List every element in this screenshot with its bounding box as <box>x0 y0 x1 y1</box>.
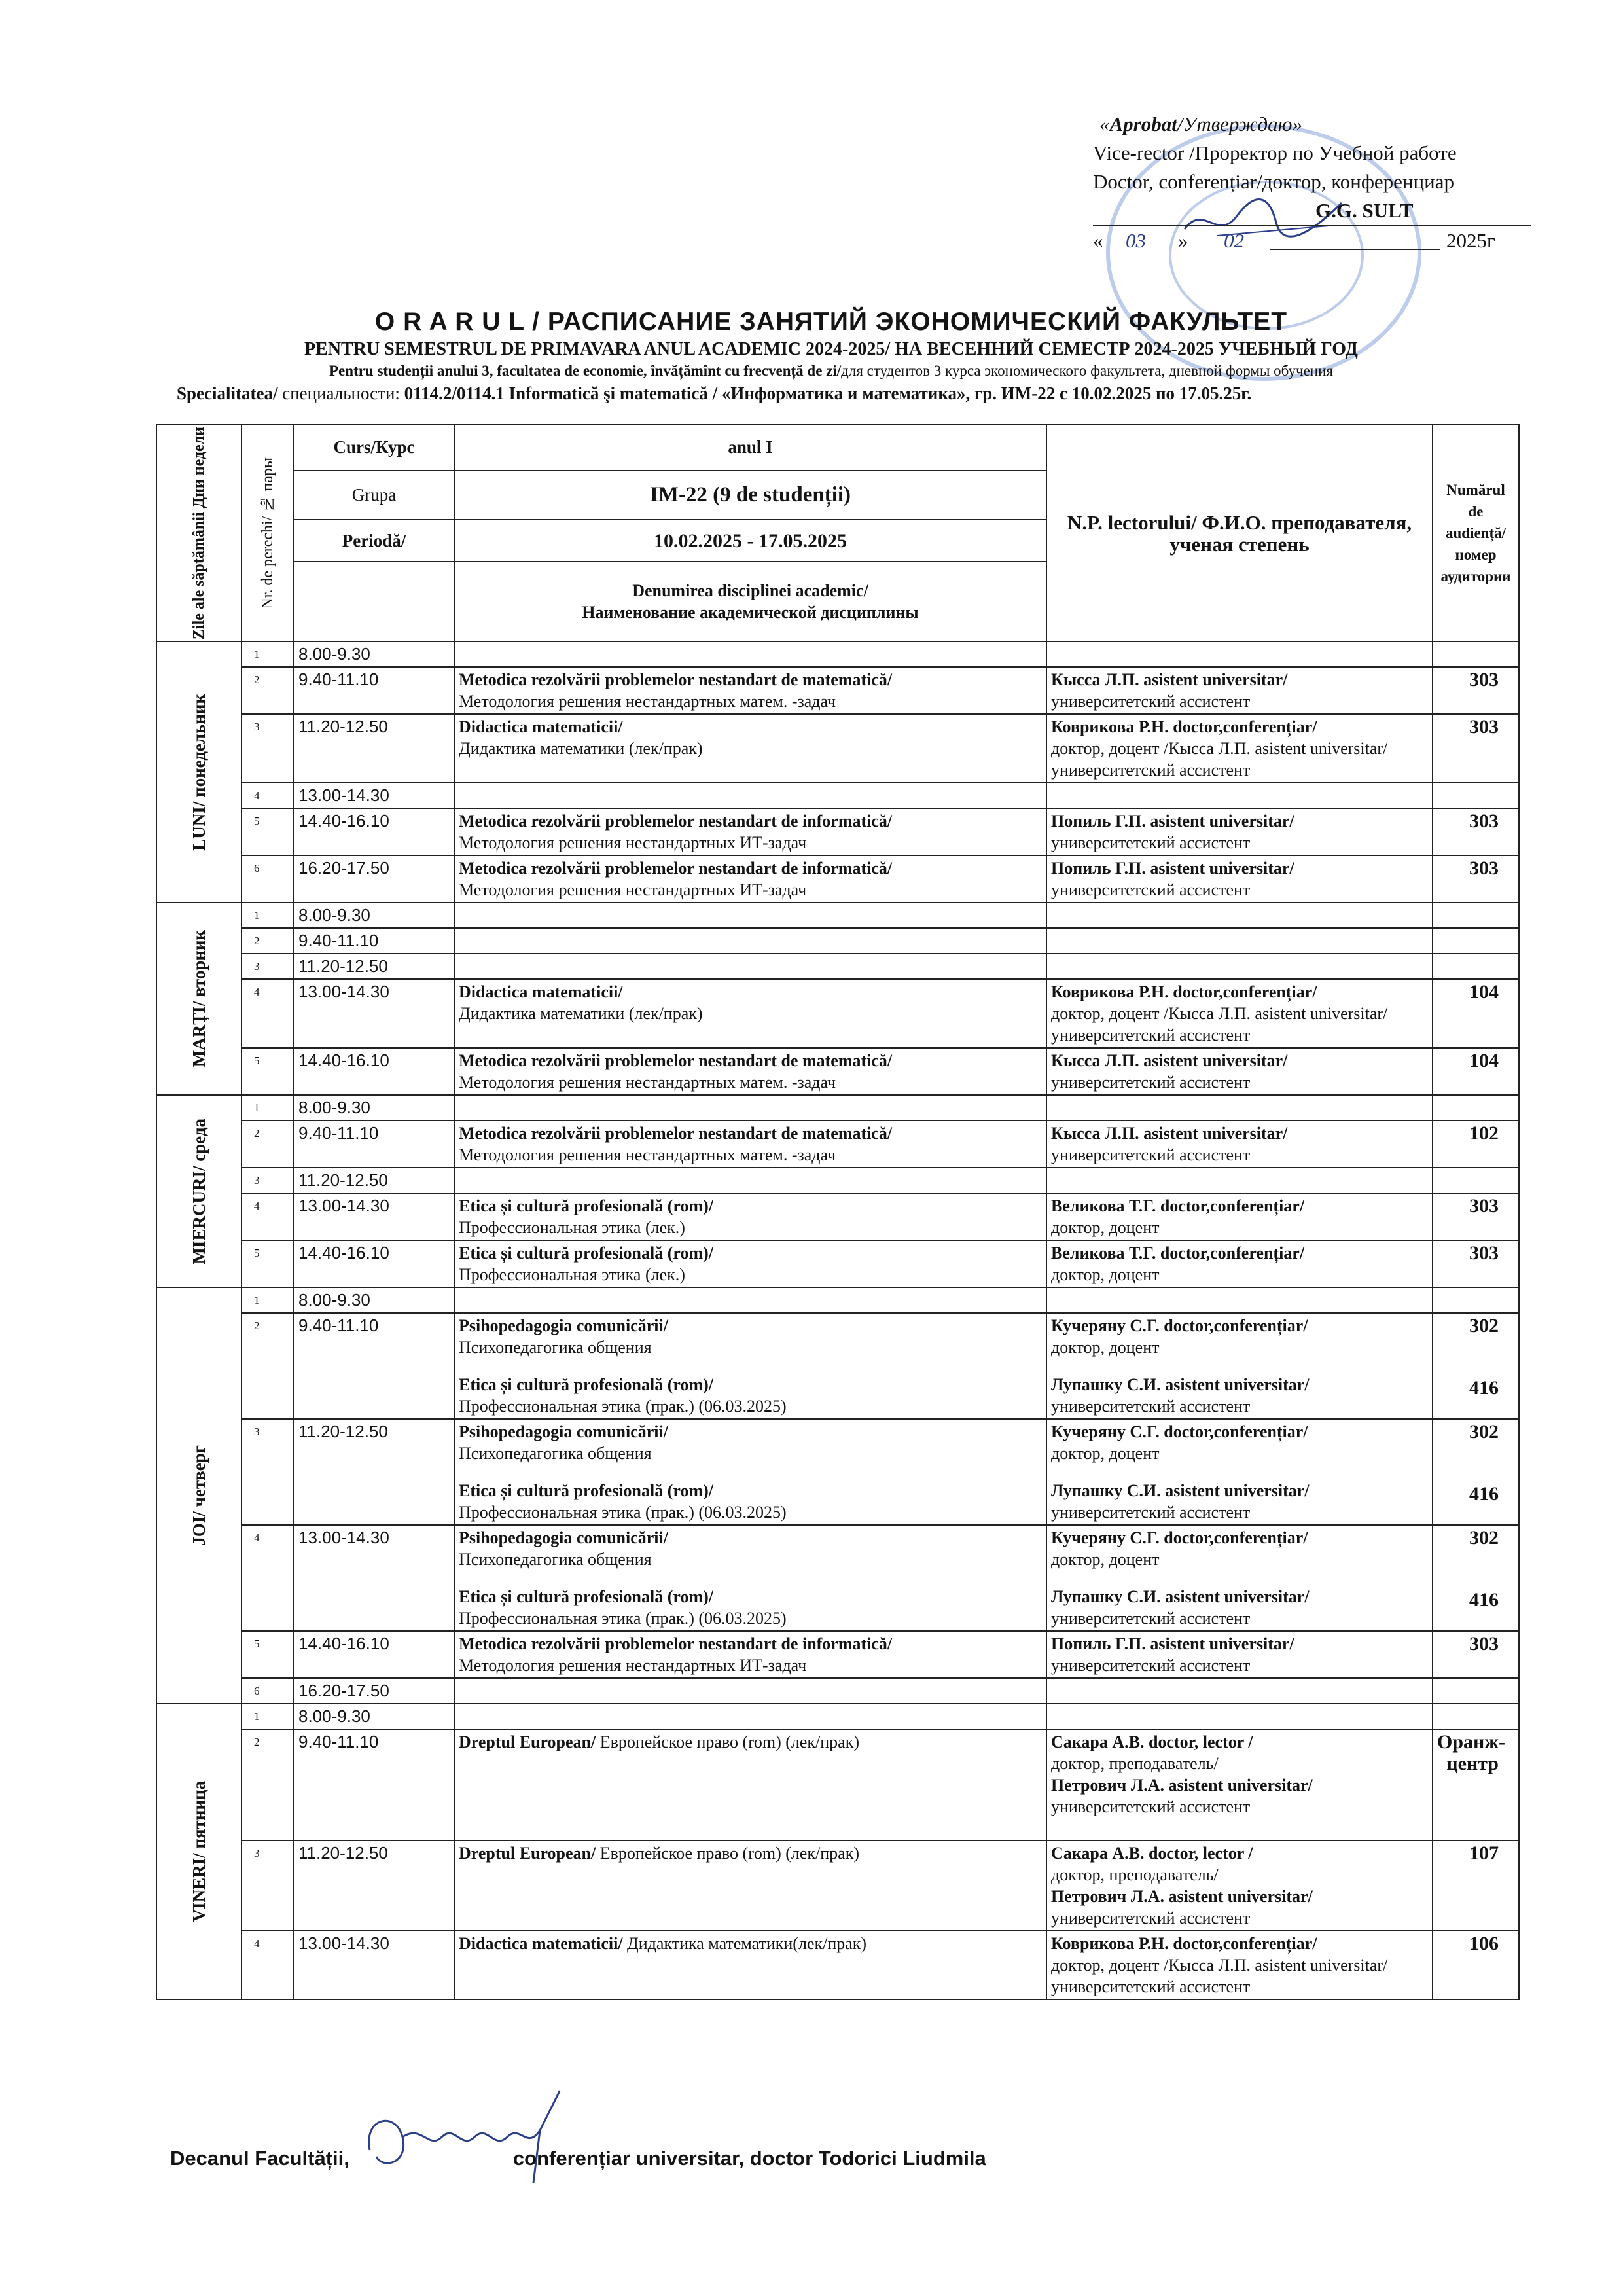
pair-number-column-header: Nr. de perechi/ № пары <box>241 425 294 641</box>
schedule-row <box>156 1840 1519 1931</box>
discipline-cell <box>454 783 1046 808</box>
teacher-cell <box>1046 1168 1433 1193</box>
discipline-name-ru: Профессиональная этика (лек.) <box>459 1265 685 1285</box>
discipline-name-ro: Didactica matematicii/ <box>459 717 623 737</box>
time-slot: 16.20-17.50 <box>294 1678 454 1704</box>
teacher-degree: университетский ассистент <box>1051 1145 1251 1165</box>
discipline-name-ro: Dreptul European/ <box>459 1732 596 1752</box>
discipline-name-ro: Etica și cultură profesională (rom)/ <box>459 1587 714 1607</box>
time-slot: 8.00-9.30 <box>294 1704 454 1729</box>
discipline-cell <box>454 1840 1046 1931</box>
curs-label: Curs/Курс <box>294 425 454 471</box>
teacher-name: Лупашку С.И. asistent universitar/ <box>1051 1481 1310 1501</box>
schedule-table <box>156 424 1520 2000</box>
discipline-name-ru: Дидактика математики (лек/прак) <box>459 739 703 759</box>
schedule-row <box>156 979 1519 1048</box>
discipline-cell <box>454 979 1046 1048</box>
teacher-degree: доктор, доцент <box>1051 1550 1160 1570</box>
pair-number: 3 <box>241 954 294 979</box>
discipline-name-ru: Дидактика математики (лек/прак) <box>459 1004 703 1024</box>
teacher-degree: университетский ассистент <box>1051 1609 1251 1628</box>
dean-signature <box>357 2078 573 2189</box>
schedule-row <box>156 808 1519 855</box>
discipline-cell <box>454 1931 1046 2000</box>
discipline-name-ru: Европейское право (rom) (лек/прак) <box>596 1732 860 1752</box>
pair-number: 6 <box>241 1678 294 1704</box>
time-slot: 8.00-9.30 <box>294 641 454 667</box>
discipline-name-ru: Методология решения нестандартных матем. -задач <box>459 1073 836 1092</box>
teacher-name: Великова Т.Г. doctor,conferențiar/ <box>1051 1196 1305 1216</box>
schedule-row <box>156 1704 1519 1729</box>
discipline-name-ro: Metodica rezolvării problemelor nestandart de matematică/ <box>459 1124 893 1143</box>
schedule-row <box>156 903 1519 928</box>
discipline-name-ru: Профессиональная этика (прак.) (06.03.2025) <box>459 1609 787 1628</box>
discipline-cell <box>454 954 1046 979</box>
room-cell <box>1433 1193 1519 1240</box>
pair-number: 4 <box>241 783 294 808</box>
time-slot: 11.20-12.50 <box>294 954 454 979</box>
teacher-cell <box>1046 903 1433 928</box>
room-cell <box>1433 1240 1519 1287</box>
discipline-name-ro: Dreptul European/ <box>459 1844 596 1863</box>
room-cell <box>1433 1525 1519 1631</box>
discipline-cell <box>454 1121 1046 1168</box>
teacher-degree: университетский ассистент <box>1051 692 1251 711</box>
discipline-cell <box>454 1095 1046 1121</box>
pair-number: 6 <box>241 855 294 903</box>
teacher-name: Коврикова Р.Н. doctor,conferențiar/ <box>1051 717 1317 737</box>
room-cell <box>1433 903 1519 928</box>
discipline-cell <box>454 855 1046 903</box>
room-number: 104 <box>1469 1050 1499 1072</box>
discipline-cell <box>454 1240 1046 1287</box>
teacher-degree: университетский ассистент <box>1051 1073 1251 1092</box>
discipline-name-ru: Методология решения нестандартных ИТ-задач <box>459 880 807 900</box>
teacher-degree: доктор, доцент <box>1051 1444 1160 1463</box>
teacher-cell <box>1046 1048 1433 1095</box>
discipline-name-ro: Metodica rezolvării problemelor nestandart de informatică/ <box>459 859 893 878</box>
room-cell <box>1433 808 1519 855</box>
room-cell <box>1433 1048 1519 1095</box>
days-column-header: Zile ale săptămânii Дни недели <box>156 425 241 641</box>
room-cell <box>1433 1121 1519 1168</box>
pair-number: 5 <box>241 1240 294 1287</box>
room-cell <box>1433 1840 1519 1931</box>
room-number: 303 <box>1469 857 1499 880</box>
schedule-row <box>156 1729 1519 1840</box>
teacher-name: Лупашку С.И. asistent universitar/ <box>1051 1375 1310 1395</box>
pair-number: 1 <box>241 1704 294 1729</box>
teacher-name: Попиль Г.П. asistent universitar/ <box>1051 1634 1294 1654</box>
discipline-name-ro: Psihopedagogia comunicării/ <box>459 1528 668 1548</box>
room-number: 107 <box>1469 1842 1499 1865</box>
room-number: 303 <box>1469 1195 1499 1217</box>
discipline-name-ru: Психопедагогика общения <box>459 1444 652 1463</box>
pair-number: 2 <box>241 667 294 714</box>
room-number: 416 <box>1469 1589 1499 1611</box>
teacher-name: Попиль Г.П. asistent universitar/ <box>1051 812 1294 831</box>
pair-number: 5 <box>241 1048 294 1095</box>
teacher-degree: доктор, преподаватель/ <box>1051 1754 1219 1774</box>
room-number: 106 <box>1469 1933 1499 1955</box>
schedule-row <box>156 667 1519 714</box>
day-cell: MIERCURI/ среда <box>156 1095 241 1287</box>
room-cell <box>1433 928 1519 954</box>
discipline-name-ro: Metodica rezolvării problemelor nestandart de informatică/ <box>459 812 893 831</box>
day-cell: MARȚI/ вторник <box>156 903 241 1095</box>
approval-position: Vice-rector /Проректор по Учебной работе <box>1093 141 1457 164</box>
dean-signature-line: Decanul Facultății, conferențiar universitar, doctor Todorici Liudmila <box>170 2147 986 2170</box>
time-slot: 9.40-11.10 <box>294 1313 454 1419</box>
discipline-cell <box>454 1287 1046 1313</box>
room-number: 303 <box>1469 1242 1499 1265</box>
teacher-cell <box>1046 714 1433 783</box>
teacher-cell <box>1046 1678 1433 1704</box>
room-number: 102 <box>1469 1122 1499 1145</box>
teacher-name: Попиль Г.П. asistent universitar/ <box>1051 859 1294 878</box>
time-slot: 13.00-14.30 <box>294 1525 454 1631</box>
discipline-name-ru: Профессиональная этика (лек.) <box>459 1218 685 1238</box>
room-number: 104 <box>1469 981 1499 1003</box>
discipline-cell <box>454 808 1046 855</box>
schedule-row <box>156 1240 1519 1287</box>
schedule-row <box>156 714 1519 783</box>
teacher-degree: доктор, доцент /Кысса Л.П. asistent universitar/университетский ассистент <box>1051 739 1388 780</box>
pair-number: 1 <box>241 1095 294 1121</box>
teacher-degree: доктор, доцент <box>1051 1265 1160 1285</box>
discipline-name-ru: Психопедагогика общения <box>459 1550 652 1570</box>
teacher-cell <box>1046 641 1433 667</box>
discipline-cell <box>454 714 1046 783</box>
room-cell <box>1433 1287 1519 1313</box>
room-cell <box>1433 783 1519 808</box>
pair-number: 2 <box>241 1121 294 1168</box>
schedule-row <box>156 1095 1519 1121</box>
discipline-cell <box>454 1193 1046 1240</box>
room-cell <box>1433 1095 1519 1121</box>
teacher-name: Кысса Л.П. asistent universitar/ <box>1051 1124 1288 1143</box>
teacher-degree: университетский ассистент <box>1051 1909 1251 1928</box>
pair-number: 5 <box>241 1631 294 1678</box>
discipline-column-header: Denumirea disciplinei academic/ Наименование академической дисциплины <box>454 562 1046 641</box>
discipline-cell <box>454 1704 1046 1729</box>
teacher-name: Кысса Л.П. asistent universitar/ <box>1051 1051 1288 1071</box>
pair-number: 3 <box>241 1168 294 1193</box>
discipline-name-ru: Психопедагогика общения <box>459 1338 652 1357</box>
teacher-cell <box>1046 1193 1433 1240</box>
teacher-name: Петрович Л.А. asistent universitar/ <box>1051 1776 1313 1795</box>
discipline-cell <box>454 1729 1046 1840</box>
schedule-row <box>156 1631 1519 1678</box>
schedule-row <box>156 855 1519 903</box>
teacher-cell <box>1046 928 1433 954</box>
schedule-row <box>156 1168 1519 1193</box>
discipline-name-ru: Профессиональная этика (прак.) (06.03.2025) <box>459 1503 787 1522</box>
room-cell <box>1433 954 1519 979</box>
perioada-value: 10.02.2025 - 17.05.2025 <box>454 520 1046 562</box>
teacher-name: Кучеряну С.Г. doctor,conferențiar/ <box>1051 1528 1308 1548</box>
discipline-name-ro: Didactica matematicii/ <box>459 1934 623 1954</box>
room-number: 302 <box>1469 1527 1499 1549</box>
time-slot: 11.20-12.50 <box>294 1840 454 1931</box>
discipline-cell <box>454 1168 1046 1193</box>
teacher-degree: университетский ассистент <box>1051 1656 1251 1676</box>
pair-number: 4 <box>241 1931 294 2000</box>
room-number: 416 <box>1469 1377 1499 1399</box>
teacher-cell <box>1046 1095 1433 1121</box>
discipline-name-ro: Etica și cultură profesională (rom)/ <box>459 1196 714 1216</box>
discipline-cell <box>454 1525 1046 1631</box>
teacher-name: Кучеряну С.Г. doctor,conferențiar/ <box>1051 1316 1308 1336</box>
teacher-degree: доктор, преподаватель/ <box>1051 1865 1219 1885</box>
teacher-degree: университетский ассистент <box>1051 1503 1251 1522</box>
room-cell <box>1433 1168 1519 1193</box>
room-cell <box>1433 979 1519 1048</box>
room-cell <box>1433 1729 1519 1840</box>
document-header <box>157 308 1505 404</box>
teacher-degree: доктор, доцент /Кысса Л.П. asistent universitar/университетский ассистент <box>1051 1004 1388 1045</box>
teacher-cell <box>1046 1240 1433 1287</box>
teacher-name: Сакара А.В. doctor, lector / <box>1051 1844 1253 1863</box>
time-slot: 8.00-9.30 <box>294 1095 454 1121</box>
discipline-cell <box>454 1419 1046 1525</box>
teacher-cell <box>1046 667 1433 714</box>
day-cell: LUNI/ понедельник <box>156 641 241 903</box>
teacher-degree: доктор, доцент <box>1051 1218 1160 1238</box>
teacher-cell <box>1046 1704 1433 1729</box>
schedule-row <box>156 954 1519 979</box>
grupa-value: IM-22 (9 de studenții) <box>454 471 1046 520</box>
teacher-name: Сакара А.В. doctor, lector / <box>1051 1732 1253 1752</box>
discipline-name-ru: Методология решения нестандартных матем. -задач <box>459 692 836 711</box>
schedule-row <box>156 1121 1519 1168</box>
pair-number: 2 <box>241 1313 294 1419</box>
time-slot: 9.40-11.10 <box>294 928 454 954</box>
schedule-row <box>156 1313 1519 1419</box>
discipline-cell <box>454 903 1046 928</box>
time-slot: 9.40-11.10 <box>294 1729 454 1840</box>
schedule-row <box>156 1931 1519 2000</box>
discipline-name-ro: Psihopedagogia comunicării/ <box>459 1316 668 1336</box>
discipline-name-ro: Etica și cultură profesională (rom)/ <box>459 1244 714 1263</box>
discipline-name-ro: Etica și cultură profesională (rom)/ <box>459 1375 714 1395</box>
discipline-name-ru: Профессиональная этика (прак.) (06.03.2025) <box>459 1397 787 1416</box>
discipline-name-ru: Европейское право (rom) (лек/прак) <box>596 1844 860 1863</box>
teacher-cell <box>1046 783 1433 808</box>
room-cell <box>1433 855 1519 903</box>
schedule-row <box>156 783 1519 808</box>
room-cell <box>1433 641 1519 667</box>
time-slot: 11.20-12.50 <box>294 714 454 783</box>
room-cell <box>1433 1419 1519 1525</box>
teacher-name: Коврикова Р.Н. doctor,conferențiar/ <box>1051 1934 1317 1954</box>
discipline-name-ro: Metodica rezolvării problemelor nestandart de matematică/ <box>459 1051 893 1071</box>
approval-degree: Doctor, conferențiar/доктор, конференциар <box>1093 170 1454 193</box>
teacher-cell <box>1046 1631 1433 1678</box>
schedule-row <box>156 928 1519 954</box>
teacher-degree: доктор, доцент <box>1051 1338 1160 1357</box>
teacher-name: Лупашку С.И. asistent universitar/ <box>1051 1587 1310 1607</box>
teacher-cell <box>1046 1313 1433 1419</box>
time-slot: 14.40-16.10 <box>294 1631 454 1678</box>
discipline-cell <box>454 667 1046 714</box>
discipline-name-ro: Didactica matematicii/ <box>459 982 623 1002</box>
room-number: 303 <box>1469 716 1499 738</box>
room-cell <box>1433 714 1519 783</box>
approval-name: G.G. SULT <box>1093 196 1531 226</box>
time-slot: 14.40-16.10 <box>294 1048 454 1095</box>
page-title: O R A R U L / РАСПИСАНИЕ ЗАНЯТИЙ ЭКОНОМИЧЕСКИЙ ФАКУЛЬТЕТ <box>374 308 1288 336</box>
pair-number: 4 <box>241 979 294 1048</box>
time-slot: 16.20-17.50 <box>294 855 454 903</box>
teacher-cell <box>1046 979 1433 1048</box>
semester-subtitle: PENTRU SEMESTRUL DE PRIMAVARA ANUL ACADEMIC 2024-2025/ НА ВЕСЕННИЙ СЕМЕСТР 2024-2025 УЧЕБНЫЙ ГОД <box>304 339 1358 359</box>
teacher-cell <box>1046 855 1433 903</box>
room-number: 303 <box>1469 810 1499 833</box>
teacher-name: Кысса Л.П. asistent universitar/ <box>1051 670 1288 690</box>
teacher-cell <box>1046 1121 1433 1168</box>
pair-number: 4 <box>241 1193 294 1240</box>
discipline-name-ru: Методология решения нестандартных ИТ-задач <box>459 1656 807 1676</box>
time-slot: 11.20-12.50 <box>294 1419 454 1525</box>
discipline-name-ro: Etica și cultură profesională (rom)/ <box>459 1481 714 1501</box>
schedule-row <box>156 1419 1519 1525</box>
time-slot: 8.00-9.30 <box>294 903 454 928</box>
discipline-cell <box>454 1678 1046 1704</box>
teacher-cell <box>1046 1729 1433 1840</box>
time-slot: 13.00-14.30 <box>294 979 454 1048</box>
pair-number: 1 <box>241 641 294 667</box>
approval-block: «Aprobat/Утверждаю» Vice-rector /Проректор по Учебной работе Doctor, conferențiar/доктор, конференциар G.G. SULT « 03 » 02 2025г <box>1093 110 1551 255</box>
teacher-degree: университетский ассистент <box>1051 1397 1251 1416</box>
teacher-column-header: N.P. lectorului/ Ф.И.О. преподавателя, ученая степень <box>1046 425 1433 641</box>
teacher-cell <box>1046 954 1433 979</box>
schedule-row <box>156 1678 1519 1704</box>
time-slot: 9.40-11.10 <box>294 1121 454 1168</box>
time-slot: 13.00-14.30 <box>294 1193 454 1240</box>
room-number: Оранж-центр <box>1437 1731 1506 1775</box>
time-slot: 14.40-16.10 <box>294 1240 454 1287</box>
schedule-row <box>156 1287 1519 1313</box>
room-number: 416 <box>1469 1483 1499 1505</box>
teacher-cell <box>1046 1287 1433 1313</box>
room-number: 302 <box>1469 1421 1499 1443</box>
teacher-degree: доктор, доцент /Кысса Л.П. asistent universitar/университетский ассистент <box>1051 1956 1388 1997</box>
pair-number: 3 <box>241 1840 294 1931</box>
teacher-degree: университетский ассистент <box>1051 1797 1251 1817</box>
schedule-row <box>156 1525 1519 1631</box>
room-cell <box>1433 1704 1519 1729</box>
room-number: 302 <box>1469 1315 1499 1337</box>
discipline-name-ru: Методология решения нестандартных матем. -задач <box>459 1145 836 1165</box>
discipline-cell <box>454 641 1046 667</box>
teacher-cell <box>1046 808 1433 855</box>
teacher-degree: университетский ассистент <box>1051 833 1251 853</box>
students-line: Pentru studenții anului 3, facultatea de economie, învățămînt cu frecvență de zi/для студентов 3 курса экономического факультета, дневной формы обучения <box>329 363 1333 379</box>
time-slot: 8.00-9.30 <box>294 1287 454 1313</box>
schedule-row <box>156 1048 1519 1095</box>
time-slot: 9.40-11.10 <box>294 667 454 714</box>
schedule-row <box>156 1193 1519 1240</box>
discipline-name-ro: Metodica rezolvării problemelor nestandart de matematică/ <box>459 670 893 690</box>
room-cell <box>1433 1631 1519 1678</box>
pair-number: 2 <box>241 1729 294 1840</box>
day-cell: JOI/ четверг <box>156 1287 241 1704</box>
time-slot: 13.00-14.30 <box>294 1931 454 2000</box>
discipline-cell <box>454 1631 1046 1678</box>
day-cell: VINERI/ пятница <box>156 1704 241 2000</box>
teacher-cell <box>1046 1525 1433 1631</box>
room-cell <box>1433 667 1519 714</box>
discipline-cell <box>454 928 1046 954</box>
teacher-name: Коврикова Р.Н. doctor,conferențiar/ <box>1051 982 1317 1002</box>
room-number: 303 <box>1469 669 1499 691</box>
discipline-name-ru: Дидактика математики(лек/прак) <box>622 1934 867 1954</box>
pair-number: 5 <box>241 808 294 855</box>
room-cell <box>1433 1313 1519 1419</box>
time-slot: 11.20-12.50 <box>294 1168 454 1193</box>
room-column-header: Numărul de audiență/ номер аудитории <box>1433 425 1519 641</box>
discipline-name-ru: Методология решения нестандартных ИТ-задач <box>459 833 807 853</box>
grupa-label: Grupa <box>294 471 454 520</box>
teacher-cell <box>1046 1840 1433 1931</box>
curs-value: anul I <box>454 425 1046 471</box>
time-slot: 13.00-14.30 <box>294 783 454 808</box>
approval-date: « 03 » 02 2025г <box>1093 229 1495 252</box>
discipline-cell <box>454 1313 1046 1419</box>
speciality-line: Specialitatea/ специальности: 0114.2/0114.1 Informatică şi matematică / «Информатика и математика», гр. ИМ-22 с 10.02.2025 по 17.05.25г. <box>177 384 1252 403</box>
discipline-cell <box>454 1048 1046 1095</box>
teacher-name: Великова Т.Г. doctor,conferențiar/ <box>1051 1244 1305 1263</box>
schedule-row <box>156 641 1519 667</box>
teacher-cell <box>1046 1931 1433 2000</box>
room-number: 303 <box>1469 1633 1499 1655</box>
discipline-name-ro: Metodica rezolvării problemelor nestandart de informatică/ <box>459 1634 893 1654</box>
pair-number: 1 <box>241 1287 294 1313</box>
room-cell <box>1433 1931 1519 2000</box>
perioada-label: Periodă/ <box>294 520 454 562</box>
pair-number: 4 <box>241 1525 294 1631</box>
teacher-name: Петрович Л.А. asistent universitar/ <box>1051 1887 1313 1907</box>
teacher-name: Кучеряну С.Г. doctor,conferențiar/ <box>1051 1422 1308 1442</box>
approval-word: Aprobat <box>1109 113 1177 135</box>
time-slot: 14.40-16.10 <box>294 808 454 855</box>
pair-number: 2 <box>241 928 294 954</box>
room-cell <box>1433 1678 1519 1704</box>
discipline-name-ro: Psihopedagogia comunicării/ <box>459 1422 668 1442</box>
pair-number: 3 <box>241 1419 294 1525</box>
teacher-degree: университетский ассистент <box>1051 880 1251 900</box>
teacher-cell <box>1046 1419 1433 1525</box>
pair-number: 3 <box>241 714 294 783</box>
pair-number: 1 <box>241 903 294 928</box>
